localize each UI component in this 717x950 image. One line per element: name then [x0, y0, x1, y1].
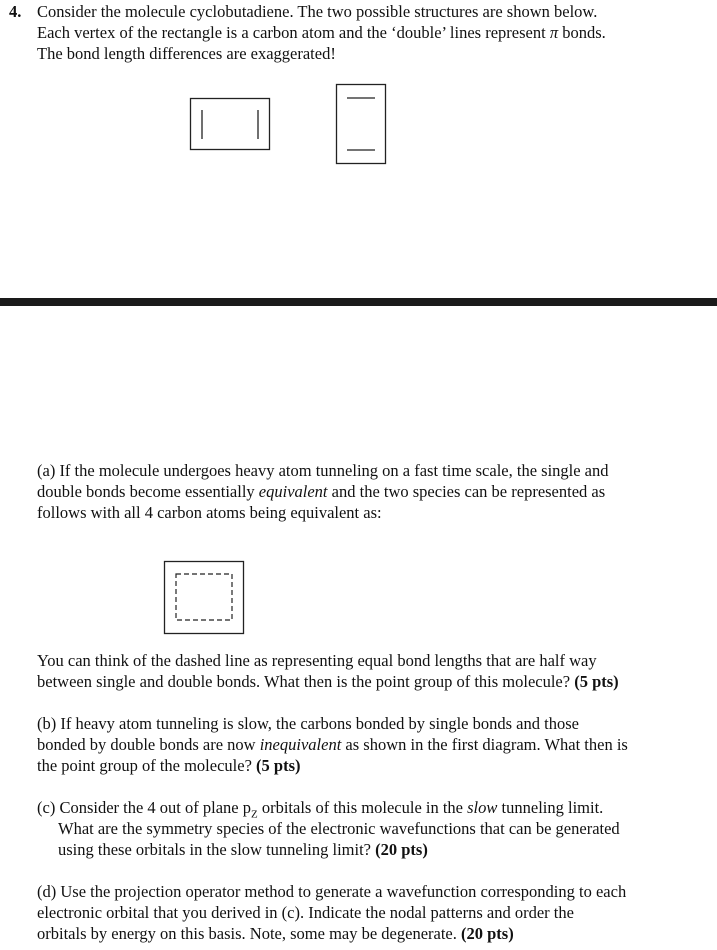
- intro-line-2: [37, 23, 606, 43]
- pi-symbol: π: [549, 23, 559, 42]
- part-d-line-2: electronic orbital that you derived in (c). Indicate the nodal patterns and order the: [37, 903, 574, 922]
- part-b-line-3-text: the point group of the molecule?: [37, 756, 257, 775]
- part-c-points: (20 pts): [375, 840, 428, 859]
- part-a-line-1: (a) If the molecule undergoes heavy atom tunneling on a fast time scale, the single and: [37, 461, 609, 480]
- intro-line-2-suffix: bonds.: [558, 23, 606, 42]
- part-a-followup-2-text: between single and double bonds. What then is the point group of this molecule?: [37, 672, 575, 691]
- rect-outline: [337, 85, 386, 164]
- part-a-points: (5 pts): [574, 672, 619, 691]
- part-b-line-2-text: bonded by double bonds are now: [37, 735, 260, 754]
- part-a-line-2-text: double bonds become essentially: [37, 482, 259, 501]
- part-a-followup-2: [37, 672, 619, 692]
- part-d-line-1: (d) Use the projection operator method to generate a wavefunction corresponding to each: [37, 882, 627, 901]
- structure-horizontal-diagram: [190, 98, 270, 150]
- part-b-emphasis: inequivalent: [259, 735, 342, 754]
- part-b-line-2-rest: as shown in the first diagram. What then is: [341, 735, 628, 754]
- part-c-line-1-b: orbitals of this molecule in the: [257, 798, 468, 817]
- part-a-emphasis: equivalent: [258, 482, 328, 501]
- part-c-line-1-a: (c) Consider the 4 out of plane p: [37, 798, 251, 817]
- part-c-line-3-text: using these orbitals in the slow tunneling limit?: [58, 840, 376, 859]
- part-a-line-2-rest: and the two species can be represented as: [327, 482, 606, 501]
- section-divider: [0, 298, 717, 306]
- intro-line-2-text: Each vertex of the rectangle is a carbon atom and the ‘double’ lines represent: [37, 23, 550, 42]
- part-c-line-1-c: tunneling limit.: [497, 798, 604, 817]
- part-a-line-2: [37, 482, 605, 502]
- part-c-subscript: Z: [250, 808, 258, 821]
- intro-line-1: Consider the molecule cyclobutadiene. The two possible structures are shown below.: [37, 2, 598, 21]
- part-b-line-1: (b) If heavy atom tunneling is slow, the carbons bonded by single bonds and those: [37, 714, 579, 733]
- part-a-line-3: follows with all 4 carbon atoms being equivalent as:: [37, 503, 382, 522]
- equivalent-structure-diagram: [164, 561, 244, 635]
- part-c-emphasis: slow: [467, 798, 498, 817]
- part-d-points: (20 pts): [461, 924, 514, 943]
- part-c-line-2: What are the symmetry species of the electronic wavefunctions that can be generated: [58, 819, 620, 838]
- part-d-line-3: [37, 924, 514, 944]
- dashed-ring: [176, 574, 232, 620]
- part-c-line-3: [58, 840, 428, 860]
- part-b-line-2: [37, 735, 628, 755]
- part-d-line-3-text: orbitals by energy on this basis. Note, some may be degenerate.: [37, 924, 462, 943]
- part-b-line-3: [37, 756, 301, 776]
- part-b-points: (5 pts): [256, 756, 301, 775]
- structure-vertical-diagram: [336, 84, 386, 164]
- intro-line-3: The bond length differences are exaggerated!: [37, 44, 336, 63]
- question-number: 4.: [9, 2, 22, 21]
- part-a-followup-1: You can think of the dashed line as representing equal bond lengths that are half way: [37, 651, 597, 670]
